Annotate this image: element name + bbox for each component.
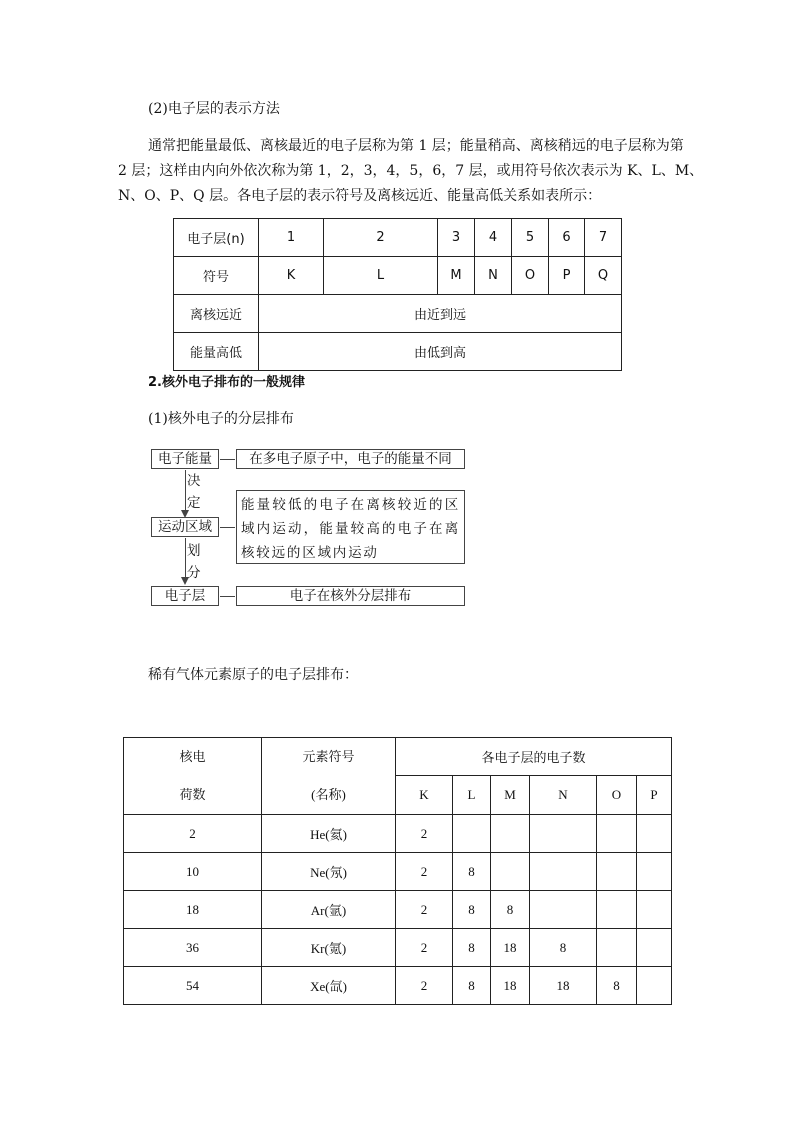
connector [220, 596, 235, 597]
count-cell: 8 [597, 967, 637, 1005]
header-charge-line1: 核电 [179, 749, 206, 764]
header-shell: M [491, 775, 530, 814]
count-cell [491, 853, 530, 891]
count-cell: 8 [453, 891, 491, 929]
charge-cell: 10 [124, 853, 262, 891]
table-row [124, 853, 672, 891]
shell-desc-box: 电子在核外分层排布 [236, 586, 465, 606]
count-cell [637, 853, 672, 891]
header-symbol-line2: (名称) [311, 787, 346, 802]
shell-symbol: O [512, 257, 549, 295]
shell-box: 电子层 [151, 586, 219, 606]
count-cell [637, 967, 672, 1005]
shell-number-row [174, 219, 622, 257]
header-shell: P [637, 775, 672, 814]
count-cell [453, 815, 491, 853]
table-row [124, 929, 672, 967]
table-row [124, 891, 672, 929]
count-cell: 2 [396, 967, 453, 1005]
shell-symbol: M [438, 257, 475, 295]
element-cell: Kr(氪) [262, 929, 396, 967]
shell-table [173, 218, 622, 371]
count-cell [597, 891, 637, 929]
header-shell: L [453, 775, 491, 814]
noble-gas-table [123, 737, 672, 1005]
charge-cell: 36 [124, 929, 262, 967]
count-cell [597, 815, 637, 853]
shell-number: 2 [324, 219, 438, 257]
region-desc-box: 能量较低的电子在离核较近的区域内运动，能量较高的电子在离核较远的区域内运动 [236, 490, 465, 564]
element-cell: Xe(氙) [262, 967, 396, 1005]
count-cell: 2 [396, 891, 453, 929]
charge-cell: 54 [124, 967, 262, 1005]
header-shell-group: 各电子层的电子数 [396, 738, 672, 776]
shell-number: 7 [585, 219, 622, 257]
count-cell [597, 929, 637, 967]
count-cell: 2 [396, 815, 453, 853]
distance-row [174, 295, 622, 333]
section-heading: (2)电子层的表示方法 [148, 101, 280, 117]
header-charge-line2: 荷数 [179, 787, 206, 802]
count-cell [637, 929, 672, 967]
shell-number: 6 [549, 219, 585, 257]
header-symbol [262, 738, 396, 815]
arrow-line [185, 470, 186, 515]
shell-number: 4 [475, 219, 512, 257]
connector [220, 527, 235, 528]
count-cell: 2 [396, 853, 453, 891]
row-label-energy: 能量高低 [174, 333, 259, 371]
layered-heading: (1)核外电子的分层排布 [148, 411, 294, 427]
paragraph-line-2: 2 层；这样由内向外依次称为第 1，2，3，4，5，6，7 层，或用符号依次表示为 K、L、M、 [118, 163, 704, 179]
count-cell [530, 853, 597, 891]
energy-desc-box: 在多电子原子中，电子的能量不同 [236, 449, 465, 469]
arrow-label-char: 定 [187, 495, 201, 511]
element-cell: He(氦) [262, 815, 396, 853]
shell-symbol: K [259, 257, 324, 295]
row-label-shell: 电子层(n) [174, 219, 259, 257]
header-symbol-line1: 元素符号 [302, 749, 355, 764]
arrow-label-char: 分 [187, 565, 201, 581]
noble-heading: 稀有气体元素原子的电子层排布： [148, 667, 358, 683]
count-cell: 2 [396, 929, 453, 967]
count-cell: 8 [491, 891, 530, 929]
count-cell [491, 815, 530, 853]
shell-symbol: Q [585, 257, 622, 295]
shell-symbol-row [174, 257, 622, 295]
row-label-distance: 离核远近 [174, 295, 259, 333]
element-cell: Ne(氖) [262, 853, 396, 891]
table-row [124, 815, 672, 853]
paragraph-line-1: 通常把能量最低、离核最近的电子层称为第 1 层；能量稍高、离核稍远的电子层称为第 [148, 138, 684, 154]
count-cell: 8 [453, 929, 491, 967]
element-cell: Ar(氩) [262, 891, 396, 929]
energy-row [174, 333, 622, 371]
shell-number: 3 [438, 219, 475, 257]
header-row-1 [124, 738, 672, 776]
energy-value: 由低到高 [259, 333, 622, 371]
connector [220, 459, 235, 460]
count-cell [597, 853, 637, 891]
paragraph-line-3: N、O、P、Q 层。各电子层的表示符号及离核远近、能量高低关系如表所示： [118, 188, 602, 204]
count-cell [637, 891, 672, 929]
rules-heading: 2.核外电子排布的一般规律 [148, 375, 305, 390]
count-cell: 18 [491, 929, 530, 967]
header-charge [124, 738, 262, 815]
row-label-symbol: 符号 [174, 257, 259, 295]
shell-symbol: L [324, 257, 438, 295]
charge-cell: 18 [124, 891, 262, 929]
count-cell: 8 [453, 853, 491, 891]
arrow-label-char: 划 [187, 543, 201, 559]
header-shell: K [396, 775, 453, 814]
distance-value: 由近到远 [259, 295, 622, 333]
count-cell: 18 [530, 967, 597, 1005]
count-cell: 18 [491, 967, 530, 1005]
arrow-label-char: 决 [187, 473, 201, 489]
count-cell: 8 [453, 967, 491, 1005]
table-row [124, 967, 672, 1005]
shell-number: 5 [512, 219, 549, 257]
count-cell [637, 815, 672, 853]
count-cell: 8 [530, 929, 597, 967]
shell-symbol: N [475, 257, 512, 295]
count-cell [530, 815, 597, 853]
count-cell [530, 891, 597, 929]
header-shell: N [530, 775, 597, 814]
shell-number: 1 [259, 219, 324, 257]
charge-cell: 2 [124, 815, 262, 853]
region-box: 运动区域 [151, 517, 219, 537]
header-shell: O [597, 775, 637, 814]
shell-symbol: P [549, 257, 585, 295]
energy-box: 电子能量 [151, 449, 219, 469]
